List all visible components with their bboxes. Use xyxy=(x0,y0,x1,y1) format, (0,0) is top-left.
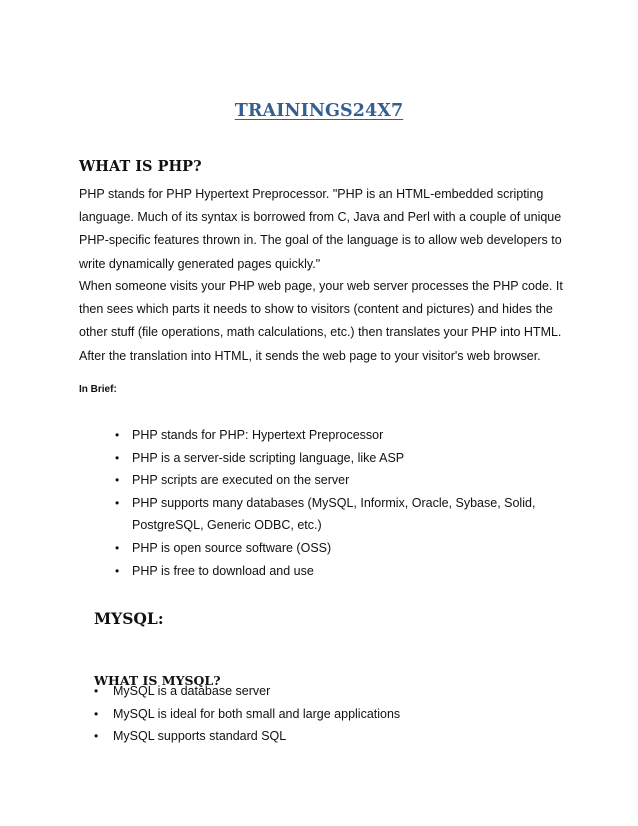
php-bullet-list xyxy=(115,424,562,582)
list-item-text: MySQL is a database server xyxy=(113,684,271,698)
section-heading-php: WHAT IS PHP? xyxy=(79,158,202,175)
list-item xyxy=(94,725,553,748)
bullet-icon: • xyxy=(115,450,120,465)
document-title: TRAININGS24X7 xyxy=(234,101,404,121)
list-item-text: PHP stands for PHP: Hypertext Preprocessor xyxy=(132,428,384,442)
bullet-icon: • xyxy=(115,540,120,555)
list-item xyxy=(115,424,562,447)
list-item-text: PHP is a server-side scripting language, like ASP xyxy=(132,450,405,465)
list-item-text: PHP is open source software (OSS) xyxy=(132,540,332,555)
paragraph-php-definition: PHP stands for PHP Hypertext Preprocessor. "PHP is an HTML-embedded scripting language. Much of its syntax is borrowed from C, Java and Perl with a couple of unique PHP-specific features thrown in. The goal of the language is to allow web developers to write dynamically generated pages quickly." xyxy=(79,187,562,271)
list-item xyxy=(115,469,562,492)
bullet-icon: • xyxy=(94,684,99,698)
list-item-text: MySQL supports standard SQL xyxy=(113,729,287,744)
list-item-text: MySQL is ideal for both small and large applications xyxy=(113,706,401,721)
list-item xyxy=(115,560,562,583)
list-item xyxy=(115,492,562,537)
list-item xyxy=(115,447,562,470)
bullet-icon: • xyxy=(115,563,120,578)
list-item-text: PHP is free to download and use xyxy=(132,563,314,578)
bullet-icon: • xyxy=(115,495,120,510)
paragraph-php-process: When someone visits your PHP web page, your web server processes the PHP code. It then sees which parts it needs to show to visitors (content and pictures) and hides the other stuff (file operations, math calculations, etc.) then translates your PHP into HTML. After the translation into HTML, it sends the web page to your visitor's web browser. xyxy=(79,279,563,363)
bullet-icon: • xyxy=(94,729,99,744)
in-brief-label: In Brief: xyxy=(79,384,117,395)
bullet-icon: • xyxy=(115,473,120,488)
bullet-icon: • xyxy=(115,428,120,442)
list-item-text: PHP supports many databases (MySQL, Informix, Oracle, Sybase, Solid, PostgreSQL, Generic ODBC, etc.) xyxy=(132,495,536,533)
subheading-what-is-mysql: WHAT IS MYSQL? xyxy=(94,673,221,688)
bullet-icon: • xyxy=(94,706,99,721)
list-item-text: PHP scripts are executed on the server xyxy=(132,473,350,488)
section-heading-mysql: MYSQL: xyxy=(94,609,164,628)
list-item xyxy=(115,537,562,560)
list-item xyxy=(94,703,553,726)
